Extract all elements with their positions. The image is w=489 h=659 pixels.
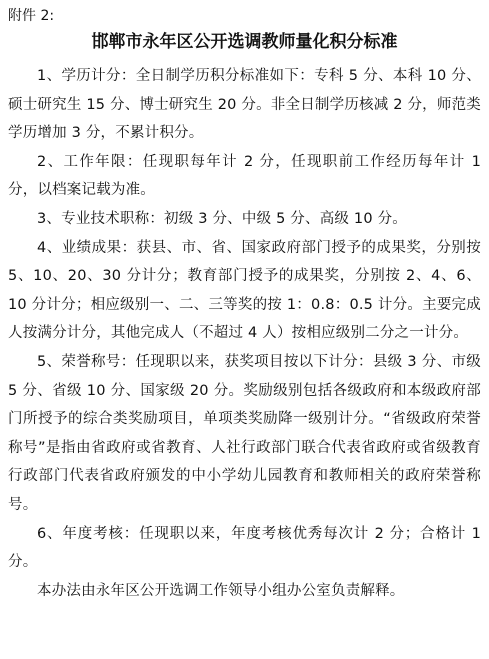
paragraph-professional-title: 3、专业技术职称：初级 3 分、中级 5 分、高级 10 分。 <box>37 210 407 227</box>
paragraph-education-score: 1、学历计分：全日制学历积分标准如下：专科 5 分、本科 10 分、硕士研究生 15 分、博士研究生 20 分。非全日制学历核减 2 分，师范类学历增加 3 分，不累计积分。 <box>8 68 481 142</box>
paragraph-work-years: 2、工作年限：任现职每年计 2 分，任现职前工作经历每年计 1 分，以档案记载为准。 <box>8 153 481 199</box>
paragraph-interpretation-note: 本办法由永年区公开选调工作领导小组办公室负责解释。 <box>37 582 405 599</box>
document-title: 邯郸市永年区公开选调教师量化积分标准 <box>91 32 398 52</box>
paragraph-honors: 5、荣誉称号：任现职以来，获奖项目按以下计分：县级 3 分、市级 5 分、省级 10 分、国家级 20 分。奖励级别包括各级政府和本级政府部门所授予的综合类奖励项目，单项类奖励降一级别计分。“省级政府荣誉称号”是指由省政府或省教育、人社行政部门联合代表省政府或省级教育行政部门代表省政府颁发的中小学幼儿园教育和教师相关的政府荣誉称号。 <box>8 353 481 513</box>
attachment-label: 附件 2: <box>8 8 55 24</box>
paragraph-annual-review: 6、年度考核：任现职以来，年度考核优秀每次计 2 分；合格计 1 分。 <box>8 525 481 571</box>
paragraph-achievements: 4、业绩成果：获县、市、省、国家政府部门授予的成果奖，分别按 5、10、20、30 分计分；教育部门授予的成果奖，分别按 2、4、6、10 分计分；相应级别一、二、三等奖的按 1：0.8：0.5 计分。主要完成人按满分计分，其他完成人（不超过 4 人）按相应级别二分之一计分。 <box>8 239 481 342</box>
